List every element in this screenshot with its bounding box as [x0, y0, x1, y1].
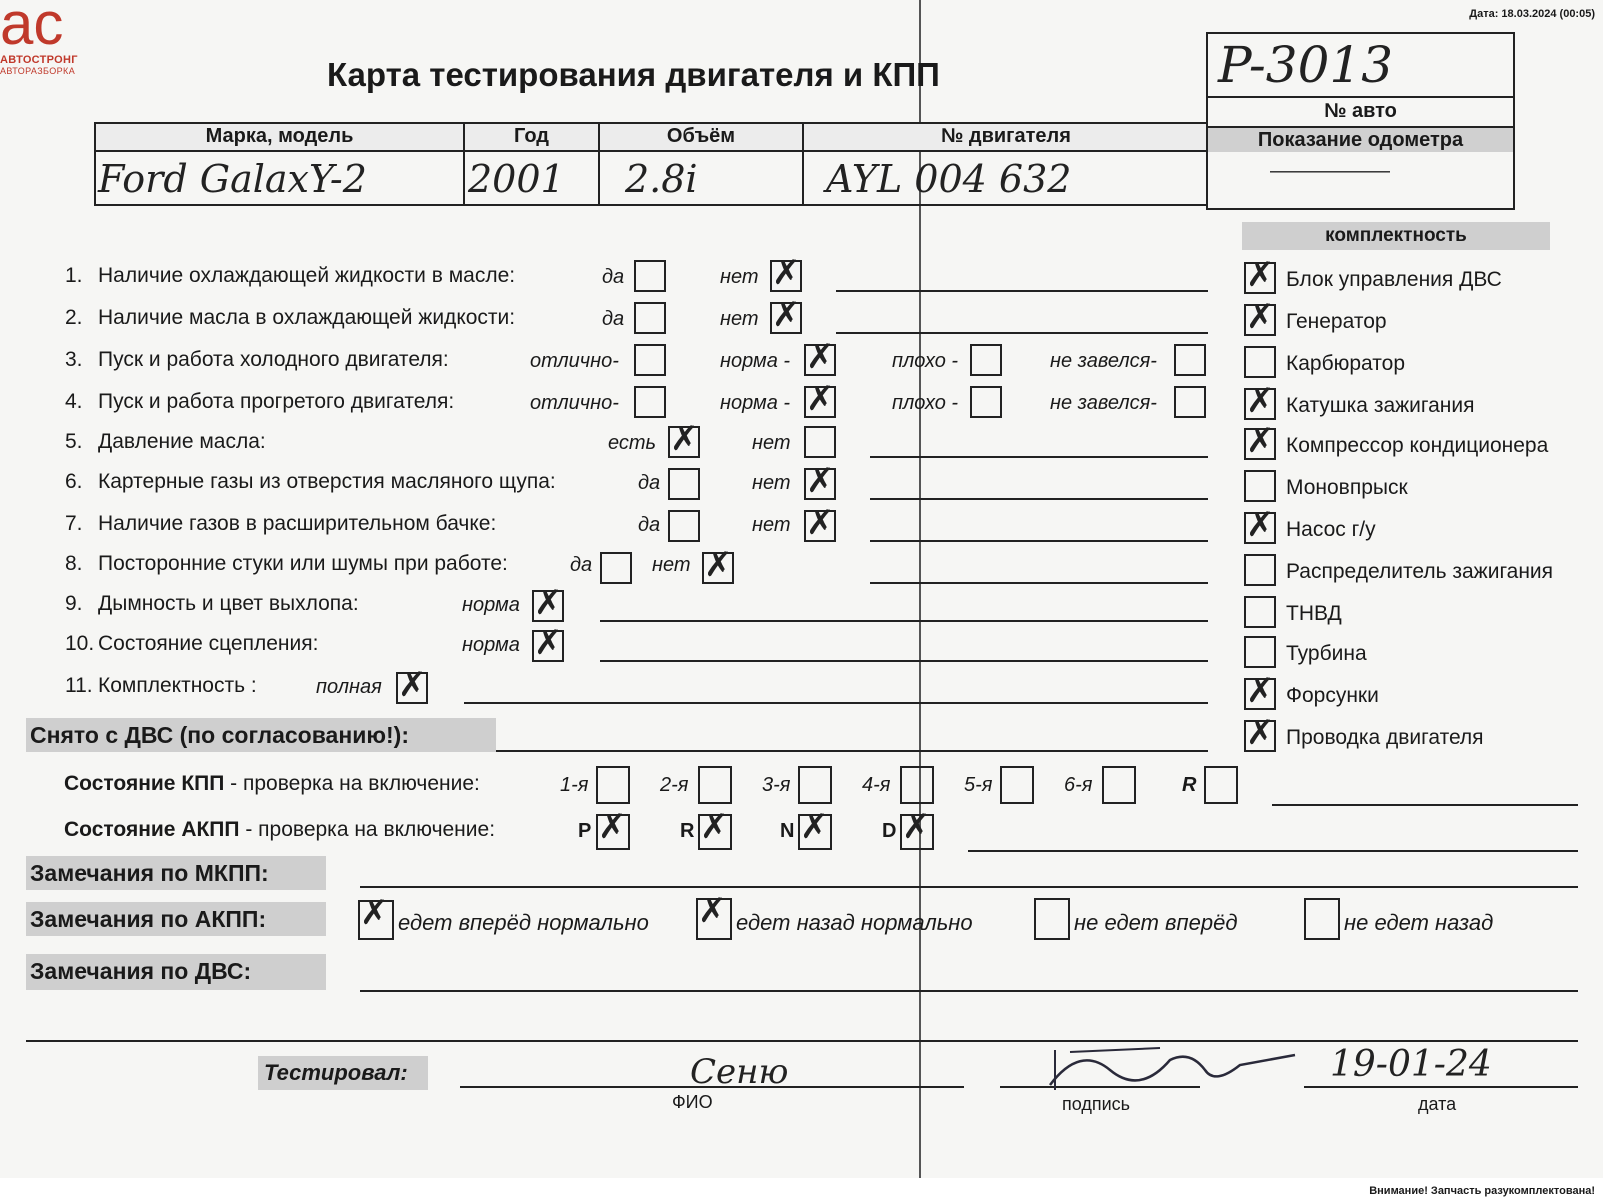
- check-line: [836, 290, 1208, 292]
- check-option: плохо -: [892, 350, 959, 372]
- check-box[interactable]: [970, 344, 1002, 376]
- check-mark: ✗: [398, 665, 427, 705]
- check-mark: ✗: [1246, 671, 1275, 711]
- check-num: 2.: [65, 306, 83, 329]
- part-checkbox[interactable]: [1244, 346, 1276, 378]
- kpp-gear-box[interactable]: [798, 766, 832, 804]
- kpp-gear-box[interactable]: [698, 766, 732, 804]
- part-label: Компрессор кондиционера: [1286, 434, 1549, 457]
- check-box[interactable]: [804, 337, 836, 377]
- check-label: Дымность и цвет выхлопа:: [98, 592, 359, 615]
- check-option: да: [602, 266, 625, 288]
- check-mark: ✗: [806, 461, 835, 501]
- check-option: нет: [752, 514, 791, 536]
- akpp-remark-option: не едет вперёд: [1074, 910, 1238, 935]
- check-mark: ✗: [1246, 713, 1275, 753]
- fio-value: Cеню: [690, 1052, 789, 1092]
- check-label: Посторонние стуки или шумы при работе:: [98, 552, 508, 575]
- check-mark: ✗: [806, 379, 835, 419]
- check-option: не завелся-: [1050, 350, 1157, 372]
- kpp-gear-label: 1-я: [560, 774, 589, 796]
- check-num: 4.: [65, 390, 83, 413]
- check-num: 3.: [65, 348, 83, 371]
- check-box[interactable]: [702, 545, 734, 585]
- part-label: Генератор: [1286, 310, 1387, 333]
- check-box[interactable]: [634, 260, 666, 292]
- check-option: норма: [462, 634, 520, 656]
- check-label: Давление масла:: [98, 430, 266, 453]
- page-title: Карта тестирования двигателя и КПП: [327, 56, 940, 93]
- logo-mark-text: ac: [0, 0, 64, 52]
- car-number-value: P-3013: [1218, 36, 1394, 94]
- check-mark: ✗: [902, 807, 931, 847]
- part-checkbox[interactable]: [1244, 596, 1276, 628]
- logo-line-2: АВТОРАЗБОРКА: [0, 66, 76, 76]
- odometer-label: Показание одометра: [1257, 129, 1464, 151]
- volume-header: Объём: [666, 125, 736, 147]
- part-checkbox[interactable]: [1244, 297, 1276, 337]
- kpp-gear-box[interactable]: [900, 766, 934, 804]
- kpp-gear-label: 2-я: [660, 774, 689, 796]
- check-mark: ✗: [806, 503, 835, 543]
- fio-caption: ФИО: [672, 1092, 713, 1112]
- remarks-dvs-line-2: [26, 1040, 1578, 1042]
- check-box[interactable]: [668, 468, 700, 500]
- akpp-gear-label: P: [578, 820, 592, 842]
- car-number-divider: [1206, 96, 1515, 98]
- check-num: 5.: [65, 430, 83, 453]
- akpp-gear-label: D: [882, 820, 897, 842]
- kpp-gear-box[interactable]: [1102, 766, 1136, 804]
- kpp-gear-label: 6-я: [1064, 774, 1093, 796]
- remarks-dvs-line: [360, 990, 1578, 992]
- akpp-remark-box[interactable]: [358, 893, 394, 940]
- check-box[interactable]: [804, 503, 836, 543]
- akpp-remark-box[interactable]: [1304, 898, 1340, 940]
- kpp-line: [1272, 804, 1578, 806]
- check-box[interactable]: [1174, 386, 1206, 418]
- check-label: Картерные газы из отверстия масляного щупа:: [98, 470, 556, 493]
- check-option: да: [570, 554, 593, 576]
- check-mark: ✗: [1246, 505, 1275, 545]
- check-box[interactable]: [770, 253, 802, 293]
- car-number-label: № авто: [1324, 100, 1397, 122]
- signature-caption: подпись: [1062, 1094, 1131, 1114]
- check-line: [464, 702, 1208, 704]
- check-num: 7.: [65, 512, 83, 535]
- kpp-gear-box[interactable]: [1000, 766, 1034, 804]
- check-option: нет: [752, 472, 791, 494]
- akpp-remark-box[interactable]: [696, 891, 732, 940]
- akpp-gear-box[interactable]: [798, 807, 832, 850]
- akpp-label: [64, 818, 495, 842]
- check-mark: ✗: [1246, 297, 1275, 337]
- check-option: не завелся-: [1050, 392, 1157, 414]
- akpp-remark-option: едет назад нормально: [736, 910, 973, 935]
- model-header: Марка, модель: [205, 125, 354, 147]
- check-box[interactable]: [532, 583, 564, 623]
- kpp-label-bold: Состояние КПП: [64, 772, 225, 795]
- check-option: норма -: [720, 392, 791, 414]
- check-box[interactable]: [970, 386, 1002, 418]
- akpp-label-bold: Состояние АКПП: [64, 818, 240, 841]
- check-line: [870, 582, 1208, 584]
- signature-scribble: [1040, 1040, 1300, 1100]
- part-label: Катушка зажигания: [1286, 394, 1475, 417]
- check-option: полная: [316, 676, 382, 698]
- check-line: [836, 332, 1208, 334]
- akpp-gear-box[interactable]: [698, 807, 732, 850]
- check-mark: ✗: [360, 893, 389, 933]
- kpp-gear-box[interactable]: [1204, 766, 1238, 804]
- part-label: Моновпрыск: [1286, 476, 1408, 499]
- check-mark: ✗: [534, 623, 563, 663]
- remarks-akpp-label: Замечания по АКПП:: [30, 906, 267, 932]
- check-mark: ✗: [1246, 381, 1275, 421]
- check-option: да: [638, 472, 661, 494]
- check-line: [870, 540, 1208, 542]
- check-mark: ✗: [598, 807, 627, 847]
- part-checkbox[interactable]: [1244, 470, 1276, 502]
- kpp-gear-label: 4-я: [862, 774, 891, 796]
- check-box[interactable]: [634, 344, 666, 376]
- check-mark: ✗: [800, 807, 829, 847]
- check-num: 6.: [65, 470, 83, 493]
- kpp-gear-label: 5-я: [964, 774, 993, 796]
- check-option: да: [602, 308, 625, 330]
- odometer-value: ——————: [1270, 160, 1390, 182]
- part-label: Проводка двигателя: [1286, 726, 1484, 749]
- part-label: Форсунки: [1286, 684, 1379, 707]
- check-num: 8.: [65, 552, 83, 575]
- check-mark: ✗: [704, 545, 733, 585]
- year-value: 2001: [468, 157, 565, 201]
- model-value: Ford GalaxY-2: [98, 157, 367, 201]
- akpp-label-rest: - проверка на включение:: [239, 818, 496, 841]
- check-option: нет: [752, 432, 791, 454]
- autostrong-logo: [0, 0, 100, 52]
- part-label: ТНВД: [1286, 602, 1342, 625]
- akpp-remark-option: едет вперёд нормально: [398, 910, 649, 935]
- check-option: отлично-: [530, 392, 619, 414]
- check-box[interactable]: [804, 426, 836, 458]
- check-option: нет: [652, 554, 691, 576]
- check-box[interactable]: [532, 623, 564, 663]
- part-checkbox[interactable]: [1244, 713, 1276, 753]
- part-label: Блок управления ДВС: [1286, 268, 1502, 291]
- check-num: 11.: [65, 674, 93, 697]
- akpp-remark-box[interactable]: [1034, 898, 1070, 940]
- kpp-gear-label: R: [1182, 774, 1197, 796]
- tested-by-label: Тестировал:: [264, 1060, 408, 1085]
- kpp-label: [64, 772, 480, 796]
- removed-line: [496, 750, 1208, 752]
- check-box[interactable]: [634, 302, 666, 334]
- akpp-remark-option: не едет назад: [1344, 910, 1494, 935]
- check-mark: ✗: [700, 807, 729, 847]
- akpp-gear-label: N: [780, 820, 795, 842]
- check-num: 1.: [65, 264, 83, 287]
- check-line: [600, 620, 1208, 622]
- kpp-label-rest: - проверка на включение:: [224, 772, 480, 795]
- check-label: Пуск и работа прогретого двигателя:: [98, 390, 455, 413]
- check-option: нет: [720, 308, 759, 330]
- volume-value: 2.8i: [625, 157, 698, 201]
- check-mark: ✗: [698, 891, 727, 931]
- check-mark: ✗: [534, 583, 563, 623]
- check-label: Наличие охлаждающей жидкости в масле:: [98, 264, 516, 287]
- year-header: Год: [514, 125, 549, 147]
- check-mark: ✗: [1246, 421, 1275, 461]
- check-line: [870, 456, 1208, 458]
- check-label: Наличие газов в расширительном бачке:: [98, 512, 497, 535]
- remarks-mkpp-line: [360, 886, 1578, 888]
- part-label: Турбина: [1286, 642, 1367, 665]
- check-box[interactable]: [396, 665, 428, 705]
- akpp-line: [968, 850, 1578, 852]
- kpp-gear-label: 3-я: [762, 774, 791, 796]
- part-label: Насос г/у: [1286, 518, 1376, 541]
- check-option: нет: [720, 266, 759, 288]
- akpp-gear-label: R: [680, 820, 695, 842]
- check-box[interactable]: [804, 461, 836, 501]
- part-checkbox[interactable]: [1244, 671, 1276, 711]
- kpp-gear-box[interactable]: [596, 766, 630, 804]
- check-box[interactable]: [634, 386, 666, 418]
- part-label: Распределитель зажигания: [1286, 560, 1554, 583]
- date-value: 19-01-24: [1330, 1044, 1492, 1085]
- check-line: [870, 498, 1208, 500]
- part-label: Карбюратор: [1286, 352, 1406, 375]
- check-option: отлично-: [530, 350, 619, 372]
- vehicle-table-divider: [94, 150, 1208, 152]
- check-box[interactable]: [1174, 344, 1206, 376]
- check-option: норма -: [720, 350, 791, 372]
- engine-no-value: AYL 004 632: [826, 157, 1072, 201]
- check-option: есть: [608, 432, 657, 454]
- check-num: 10.: [65, 632, 95, 655]
- check-mark: ✗: [806, 337, 835, 377]
- check-label: Наличие масла в охлаждающей жидкости:: [98, 306, 516, 329]
- check-box[interactable]: [600, 552, 632, 584]
- part-checkbox[interactable]: [1244, 505, 1276, 545]
- check-option: да: [638, 514, 661, 536]
- check-box[interactable]: [668, 510, 700, 542]
- part-checkbox[interactable]: [1244, 554, 1276, 586]
- check-label: Состояние сцепления:: [98, 632, 319, 655]
- remarks-mkpp-label: Замечания по МКПП:: [30, 860, 269, 886]
- print-date: Дата: 18.03.2024 (00:05): [1469, 8, 1595, 20]
- check-option: норма: [462, 594, 520, 616]
- part-checkbox[interactable]: [1244, 381, 1276, 421]
- check-num: 9.: [65, 592, 83, 615]
- akpp-gear-box[interactable]: [596, 807, 630, 850]
- part-checkbox[interactable]: [1244, 636, 1276, 668]
- completeness-title: комплектность: [1325, 225, 1467, 246]
- part-checkbox[interactable]: [1244, 255, 1276, 295]
- check-line: [600, 660, 1208, 662]
- date-line: [1304, 1086, 1578, 1088]
- check-mark: ✗: [772, 253, 801, 293]
- check-box[interactable]: [668, 419, 700, 459]
- check-label: Комплектность :: [98, 674, 257, 697]
- check-mark: ✗: [772, 295, 801, 335]
- check-mark: ✗: [670, 419, 699, 459]
- engine-no-header: № двигателя: [941, 125, 1071, 147]
- check-box[interactable]: [770, 295, 802, 335]
- remarks-dvs-label: Замечания по ДВС:: [30, 958, 252, 984]
- check-mark: ✗: [1246, 255, 1275, 295]
- removed-label: Снято с ДВС (по согласованию!):: [30, 722, 409, 748]
- check-label: Пуск и работа холодного двигателя:: [98, 348, 449, 371]
- check-option: плохо -: [892, 392, 959, 414]
- part-checkbox[interactable]: [1244, 421, 1276, 461]
- warning-text: Внимание! Запчасть разукомплектована!: [1369, 1185, 1595, 1197]
- logo-line-1: АВТОСТРОНГ: [0, 54, 78, 66]
- check-box[interactable]: [804, 379, 836, 419]
- akpp-gear-box[interactable]: [900, 807, 934, 850]
- date-caption: дата: [1418, 1094, 1457, 1114]
